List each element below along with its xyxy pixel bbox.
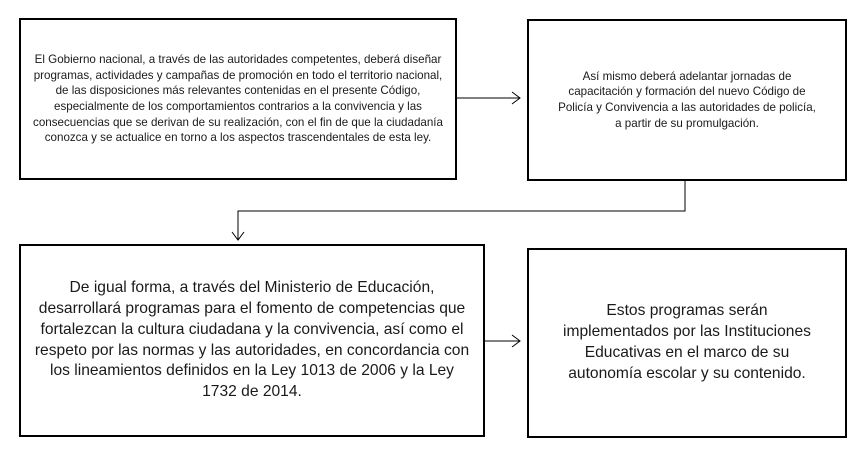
flow-box-ministerio-educacion (19, 244, 485, 437)
arrow-box2-to-box3 (232, 181, 685, 240)
arrow-box1-to-box2 (457, 92, 520, 104)
arrow-box3-to-box4 (485, 335, 520, 347)
flow-box-text: De igual forma, a través del Ministerio de Educación, desarrollará programas para el fomento de competencias que fortalezcan la cultura ciudadana y la convivencia, así como el respeto por las normas y las autoridades, en concordancia con los lineamientos definidos en la Ley 1013 de 2006 y la Ley 1732 de 2014. (34, 279, 470, 401)
flow-box-gobierno-nacional (19, 18, 457, 180)
flow-box-jornadas-capacitacion (527, 19, 847, 181)
flow-box-text: Así mismo deberá adelantar jornadas de capacitación y formación del nuevo Código de Policía y Convivencia a las autoridades de policía, a partir de su promulgación. (558, 69, 816, 130)
flow-box-instituciones-educativas (527, 248, 847, 438)
flow-box-text: Estos programas serán implementados por las Instituciones Educativas en el marco de su autonomía escolar y su contenido. (563, 302, 811, 382)
flow-box-text: El Gobierno nacional, a través de las autoridades competentes, deberá diseñar programas, actividades y campañas de promoción en todo el territorio nacional, de las disposiciones más relevantes contenidas en el presente Código, especialmente de los comportamientos contrarios a la convivencia y las consecuencias que se derivan de su realización, con el fin de que la ciudadanía conozca y se actualice en torno a los aspectos trascendentales de esta ley. (33, 53, 443, 145)
